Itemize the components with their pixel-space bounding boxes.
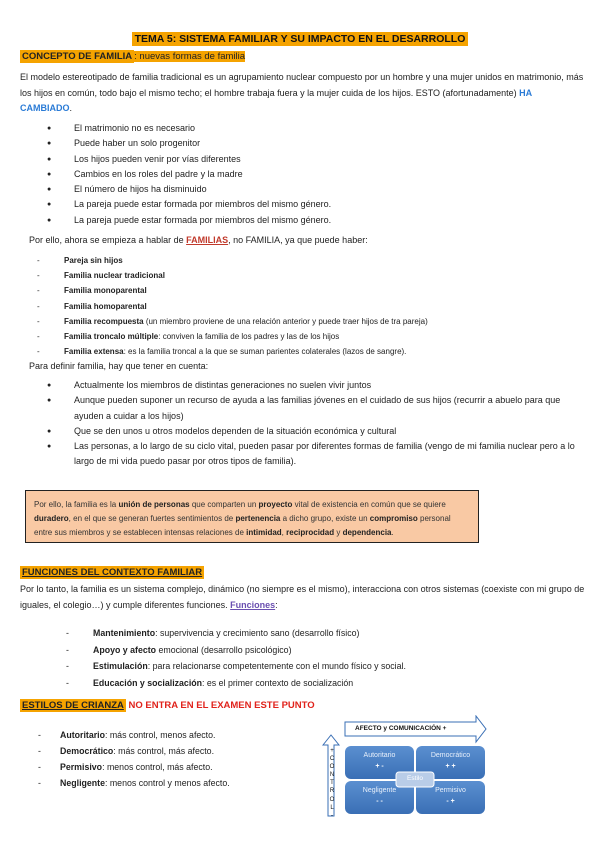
list-item: - Autoritario: más control, menos afecto. — [38, 727, 298, 743]
styles-heading-line — [20, 700, 315, 711]
list-item: - Negligente: menos control y menos afecto. — [38, 775, 298, 791]
list-item: - Democrático: más control, más afecto. — [38, 743, 298, 759]
families-intro-post: , no FAMILIA, ya que puede haber: — [228, 235, 368, 245]
families-intro-pre: Por ello, ahora se empieza a hablar de — [29, 235, 187, 245]
quadrant-negligent: Negligente - - — [362, 787, 397, 805]
definition-box: Por ello, la familia es la unión de personas que comparten un proyecto vital de existencia en común que se quiere duradero, en el que se generan fuertes sentimientos de pertenencia a dicho grupo, existe un compromiso personal entre sus miembros y se establecen intensas relaciones de intimidad, reciprocidad y dependencia. — [25, 490, 479, 543]
functions-intro: Por lo tanto, la familia es un sistema complejo, dinámico (no siempre es el mismo), interacciona con otros sistemas (coexiste con mi grupo de iguales, el colegio…) y cumple diferentes funciones. Funciones: — [20, 584, 585, 610]
list-item: ● Las personas, a lo largo de su ciclo vital, pueden pasar por diferentes formas de familia (vengo de mi familia nuclear pero a lo largo de mi vida puedo pasar por otros tipos de familia). — [47, 439, 587, 470]
page-title-wrap — [0, 29, 600, 47]
intro-end: . — [69, 103, 73, 113]
intro-text: El modelo estereotipado de familia tradicional es un agrupamiento nuclear compuesto por un hombre y una mujer unidos en matrimonio, más los hijos en común, todo bajo el mismo techo; el hombre trabaja fuera y la mujer cuida de los hijos. ESTO (afortunadamente) — [20, 72, 584, 98]
list-item: - Pareja sin hijos — [37, 253, 587, 268]
list-item: - Familia troncalo múltiple: conviven la familia de los padres y las de los hijos — [37, 329, 587, 344]
styles-list — [38, 727, 298, 791]
control-label: + C O N T R O L - — [329, 748, 335, 819]
list-item: ● Cambios en los roles del padre y la madre — [47, 167, 587, 182]
list-item: ● Aunque pueden suponer un recurso de ayuda a las familias jóvenes en el cuidado de sus hijos (recurrir a abuelo para que ayuden a cuidar a los hijos) — [47, 393, 587, 424]
styles-heading: ESTILOS DE CRIANZA — [22, 700, 124, 711]
concept-heading-suffix: : nuevas formas de familia — [134, 51, 246, 62]
list-item: - Permisivo: menos control, más afecto. — [38, 759, 298, 775]
list-item: - Familia homoparental — [37, 299, 587, 314]
list-item: - Apoyo y afecto emocional (desarrollo psicológico) — [66, 642, 586, 659]
quadrant-authoritarian: Autoritario + - — [363, 752, 396, 770]
quadrant-democratic: Democrático + + — [430, 752, 471, 770]
quadrant-permissive: Permisivo - + — [435, 787, 466, 805]
define-intro: Para definir familia, hay que tener en cuenta: — [29, 361, 209, 371]
list-item: - Familia nuclear tradicional — [37, 268, 587, 283]
functions-heading-line — [20, 567, 204, 578]
changes-list — [47, 121, 587, 228]
families-intro — [29, 235, 368, 245]
center-label: Estilo — [407, 775, 423, 782]
list-item: - Mantenimiento: supervivencia y crecimiento sano (desarrollo físico) — [66, 625, 586, 642]
page-title: TEMA 5: SISTEMA FAMILIAR Y SU IMPACTO EN EL DESARROLLO — [132, 32, 469, 46]
families-word: FAMILIAS — [186, 235, 229, 245]
intro-highlight: HA CAMBIADO — [20, 87, 532, 113]
list-item: - Familia monoparental — [37, 283, 587, 298]
list-item: ● Los hijos pueden venir por vías diferentes — [47, 152, 587, 167]
functions-list — [66, 625, 586, 691]
list-item: - Educación y socialización: es el primer contexto de socialización — [66, 675, 586, 692]
affection-label: AFECTO y COMUNICACIÓN + — [355, 725, 447, 732]
list-item: - Familia recompuesta (un miembro proviene de una relación anterior y puede traer hijos de tra pareja) — [37, 314, 587, 329]
list-item: ● La pareja puede estar formada por miembros del mismo género. — [47, 213, 587, 228]
list-item: ● Puede haber un solo progenitor — [47, 136, 587, 151]
list-item: ● La pareja puede estar formada por miembros del mismo género. — [47, 197, 587, 212]
list-item: ● El matrimonio no es necesario — [47, 121, 587, 136]
list-item: - Estimulación: para relacionarse competentemente con el mundo físico y social. — [66, 658, 586, 675]
functions-heading: FUNCIONES DEL CONTEXTO FAMILIAR — [22, 567, 203, 578]
list-item: ● El número de hijos ha disminuido — [47, 182, 587, 197]
list-item: - Familia extensa: es la familia troncal a la que se suman parientes colaterales (lazos de sangre). — [37, 344, 587, 359]
list-item: ● Actualmente los miembros de distintas generaciones no suelen vivir juntos — [47, 378, 587, 393]
family-types-list — [37, 253, 587, 359]
functions-link: Funciones — [230, 599, 276, 610]
concept-intro — [20, 70, 586, 117]
styles-warning: NO ENTRA EN EL EXAMEN ESTE PUNTO — [125, 700, 315, 711]
list-item: ● Que se den unos u otros modelos dependen de la situación económica y cultural — [47, 424, 587, 439]
define-list — [47, 378, 587, 470]
concept-heading-line — [20, 51, 245, 62]
concept-heading: CONCEPTO DE FAMILIA — [22, 51, 133, 62]
